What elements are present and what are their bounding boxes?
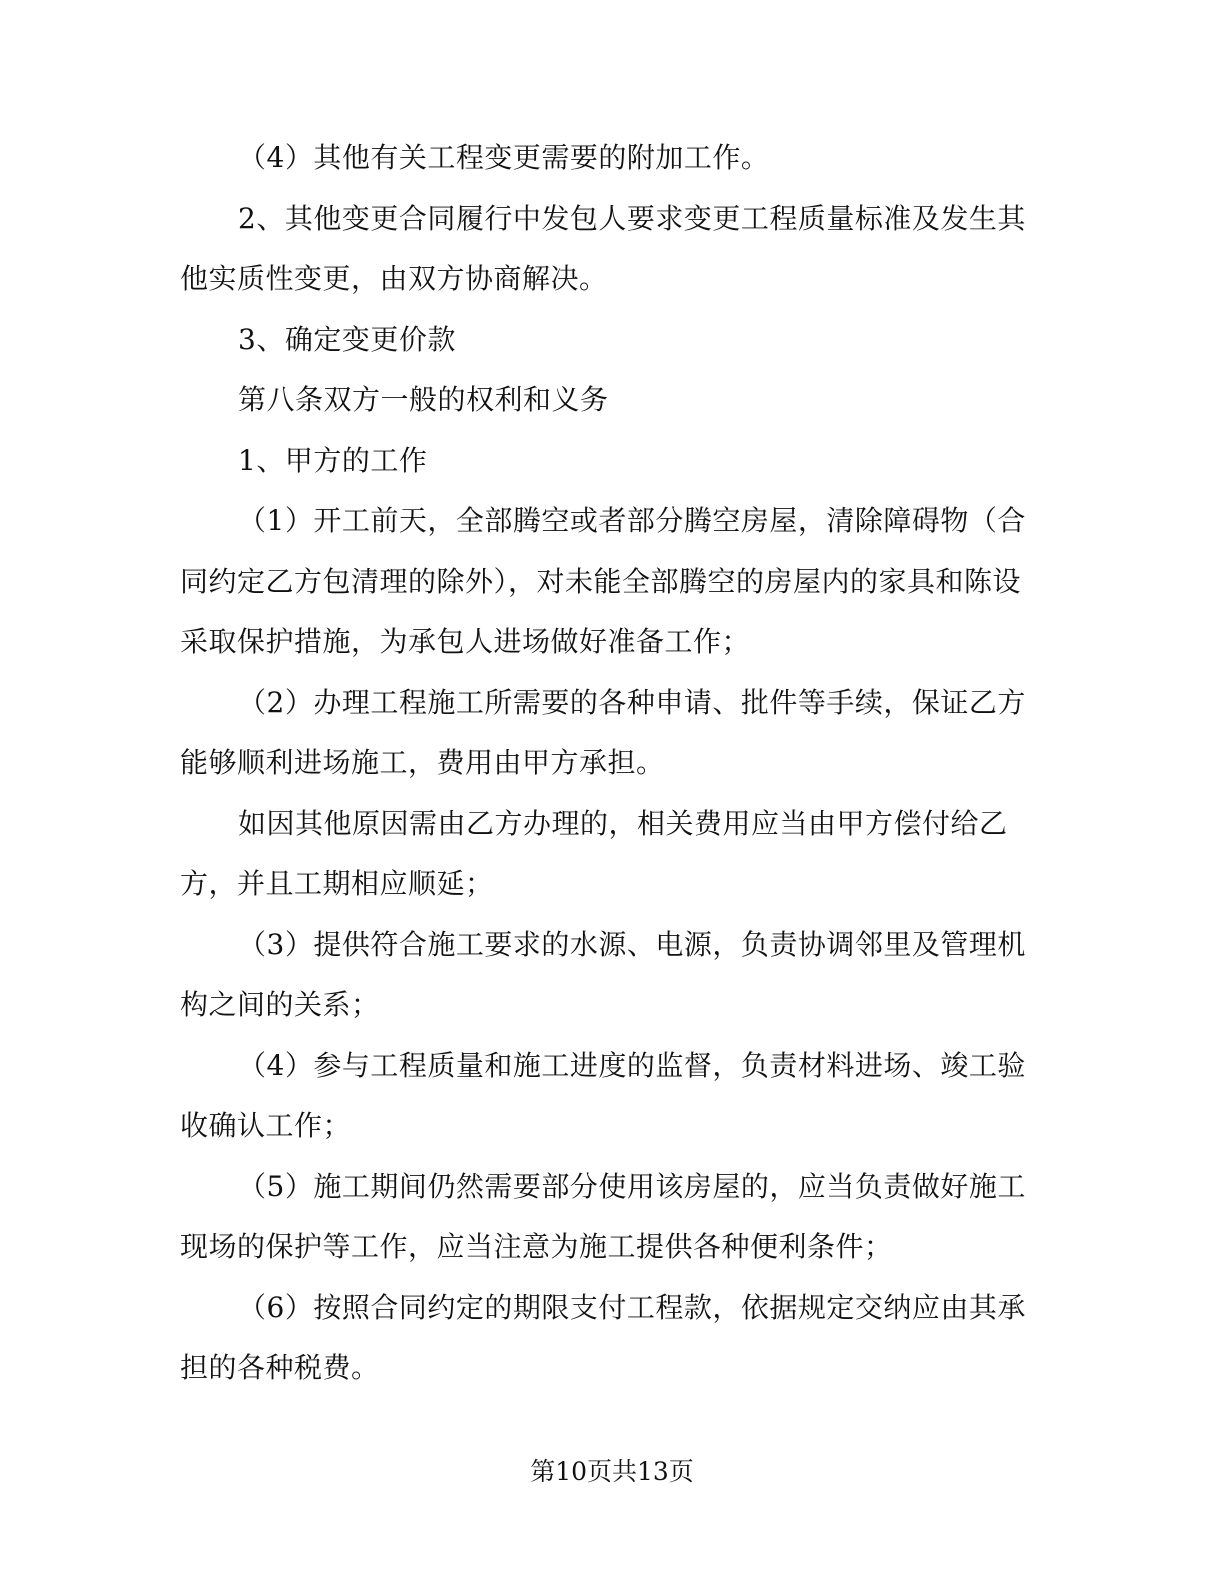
paragraph: 3、确定变更价款 xyxy=(238,322,456,356)
section-heading: 第八条双方一般的权利和义务 xyxy=(238,383,609,416)
paragraph: 2、其他变更合同履行中发包人要求变更工程质量标准及发生其他实质性变更，由双方协商解决。 xyxy=(180,201,1026,295)
paragraph: （6）按照合同约定的期限支付工程款，依据规定交纳应由其承担的各种税费。 xyxy=(180,1290,1026,1384)
paragraph: （4）其他有关工程变更需要的附加工作。 xyxy=(238,141,770,174)
paragraph: （1）开工前天，全部腾空或者部分腾空房屋，清除障碍物（合同约定乙方包清理的除外），对未能全部腾空的房屋内的家具和陈设采取保护措施，为承包人进场做好准备工作； xyxy=(180,504,1026,658)
subsection-heading: 1、甲方的工作 xyxy=(238,443,428,477)
paragraph: （5）施工期间仍然需要部分使用该房屋的，应当负责做好施工现场的保护等工作，应当注意为施工提供各种便利条件； xyxy=(180,1169,1026,1263)
document-body xyxy=(180,128,1040,1399)
paragraph: （4）参与工程质量和施工进度的监督，负责材料进场、竣工验收确认工作； xyxy=(180,1048,1026,1142)
paragraph: 如因其他原因需由乙方办理的，相关费用应当由甲方偿付给乙方，并且工期相应顺延； xyxy=(180,806,1008,900)
page-number-footer: 第10页共13页 xyxy=(530,1457,694,1486)
paragraph: （3）提供符合施工要求的水源、电源，负责协调邻里及管理机构之间的关系； xyxy=(180,927,1026,1021)
paragraph: （2）办理工程施工所需要的各种申请、批件等手续，保证乙方能够顺利进场施工，费用由甲方承担。 xyxy=(180,685,1026,779)
